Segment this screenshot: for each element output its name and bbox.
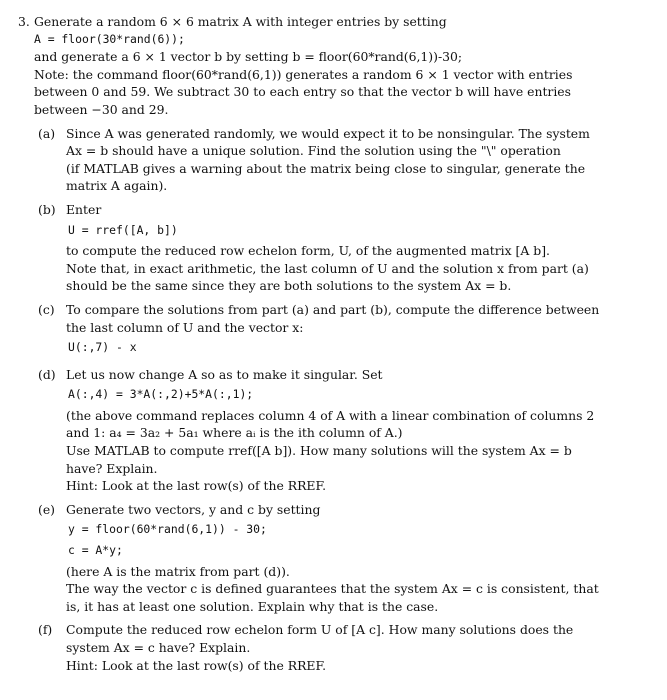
parts-list (34, 125, 641, 675)
part-c-line: the last column of U and the vector x: (66, 319, 304, 335)
part-label: (b) (38, 201, 56, 217)
problem-intro (34, 13, 641, 119)
part-d-line: Use MATLAB to compute rref([A b]). How many solutions will the system Ax = b (66, 443, 572, 459)
part-f (34, 621, 641, 674)
intro-line-1: Generate a random 6 × 6 matrix A with integer entries by setting (34, 14, 447, 29)
part-d-line: (the above command replaces column 4 of A with a linear combination of columns 2 (66, 407, 595, 423)
part-e-line: is, it has at least one solution. Explain why that is the case. (66, 598, 439, 614)
part-b-code: U = rref([A, b]) (68, 222, 178, 237)
part-d-line: have? Explain. (66, 460, 158, 476)
part-a-line: matrix A again). (66, 178, 168, 194)
part-d-line: Let us now change A so as to make it singular. Set (66, 366, 383, 382)
part-e-line: The way the vector c is defined guarantees that the system Ax = c is consistent, that (66, 581, 599, 597)
part-a (34, 125, 641, 195)
part-label: (f) (38, 622, 53, 638)
part-b (34, 201, 641, 295)
part-d-line: and 1: a₄ = 3a₂ + 5a₁ where aᵢ is the ith column of A.) (66, 425, 403, 441)
part-label: (a) (38, 125, 56, 141)
part-e (34, 501, 641, 616)
part-c-code: U(:,7) - x (68, 340, 137, 355)
intro-line-5: between −30 and 29. (34, 101, 169, 117)
part-c (34, 301, 641, 360)
part-f-line: system Ax = c have? Explain. (66, 640, 251, 655)
part-b-line: Note that, in exact arithmetic, the last column of U and the solution x from part (a) (66, 260, 589, 276)
part-a-line: Ax = b should have a unique solution. Find the solution using the "\" operation (66, 143, 561, 159)
part-e-code: c = A*y; (68, 543, 123, 558)
part-e-line: (here A is the matrix from part (d)). (66, 563, 290, 579)
part-d (34, 366, 641, 495)
intro-line-4: between 0 and 59. We subtract 30 to each entry so that the vector b will have entries (34, 84, 572, 100)
part-b-line: Enter (66, 201, 102, 217)
part-f-line: Hint: Look at the last row(s) of the RREF. (66, 657, 327, 673)
part-a-line: (if MATLAB gives a warning about the matrix being close to singular, generate the (66, 160, 586, 176)
part-b-line: to compute the reduced row echelon form, U, of the augmented matrix [A b]. (66, 243, 550, 259)
part-label: (c) (38, 301, 55, 317)
part-label: (d) (38, 366, 56, 382)
part-b-line: should be the same since they are both solutions to the system Ax = b. (66, 278, 512, 294)
part-e-code: y = floor(60*rand(6,1)) - 30; (68, 522, 267, 537)
part-a-line: Since A was generated randomly, we would expect it to be nonsingular. The system (66, 125, 590, 141)
part-c-line: To compare the solutions from part (a) and part (b), compute the difference between (66, 301, 600, 317)
part-label: (e) (38, 501, 56, 517)
intro-line-3: Note: the command floor(60*rand(6,1)) generates a random 6 × 1 vector with entries (34, 66, 573, 82)
part-d-code: A(:,4) = 3*A(:,2)+5*A(:,1); (68, 387, 254, 402)
problem-number: 3. (18, 14, 30, 29)
intro-code-1: A = floor(30*rand(6)); (34, 31, 185, 46)
intro-line-2: and generate a 6 × 1 vector b by setting b = floor(60*rand(6,1))-30; (34, 49, 463, 65)
part-e-line: Generate two vectors, y and c by setting (66, 501, 321, 517)
part-f-line: Compute the reduced row echelon form U of [A c]. How many solutions does the (66, 622, 574, 638)
part-d-line: Hint: Look at the last row(s) of the RREF. (66, 478, 327, 494)
